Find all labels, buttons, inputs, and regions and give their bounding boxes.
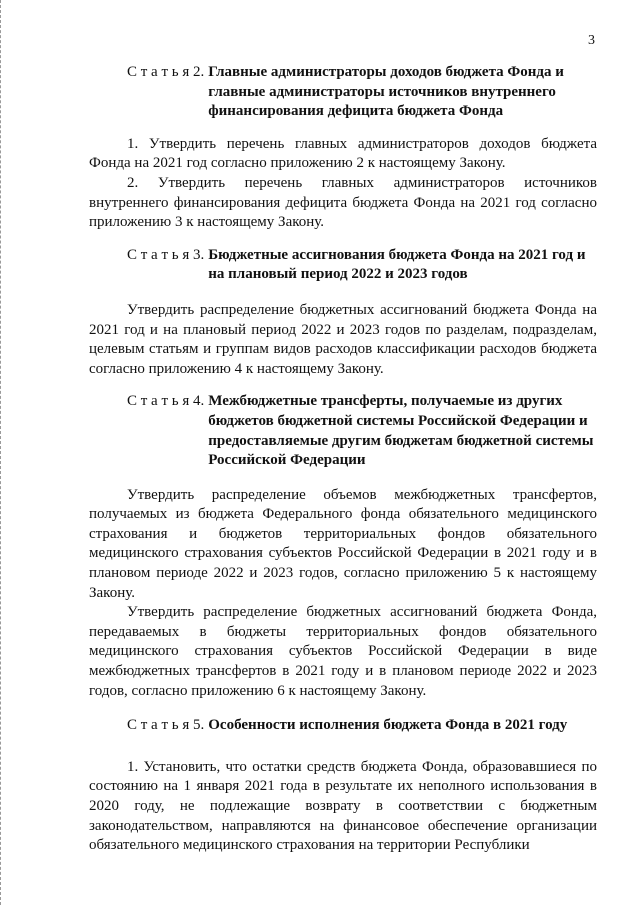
- article-2: [89, 63, 597, 233]
- paragraph: Утвердить распределение бюджетных ассигнований бюджета Фонда на 2021 год и на плановый период 2022 и 2023 годов по разделам, подразделам, целевым статьям и группам видов расходов классификации расходов бюджета согласно приложению 4 к настоящему Закону.: [89, 301, 597, 377]
- article-3: [89, 246, 597, 380]
- article-label: С т а т ь я 4.: [127, 393, 205, 410]
- article-title: Межбюджетные трансферты, получаемые из других бюджетов бюджетной системы Российской Федерации и предоставляемые другим бюджетам бюджетной системы Российской Федерации: [208, 393, 594, 469]
- paragraph: 1. Утвердить перечень главных администраторов доходов бюджета Фонда на 2021 год согласно приложению 2 к настоящему Закону.: [89, 135, 597, 172]
- article-label: С т а т ь я 3.: [127, 246, 205, 263]
- article-title: Особенности исполнения бюджета Фонда в 2021 году: [208, 717, 568, 734]
- article-title: Главные администраторы доходов бюджета Фонда и главные администраторы источников внутреннего финансирования дефицита бюджета Фонда: [208, 64, 564, 120]
- article-heading: [89, 716, 597, 736]
- article-heading: [89, 246, 597, 285]
- paragraph: Утвердить распределение объемов межбюджетных трансфертов, получаемых из бюджета Федерального фонда обязательного медицинского страхования и бюджетов территориальных фондов обязательного медицинского страхования субъектов Российской Федерации в 2021 году и в плановом периоде 2022 и 2023 годов, согласно приложению 5 к настоящему Закону.: [89, 486, 597, 601]
- article-heading: [89, 63, 597, 122]
- document-body: [89, 63, 597, 856]
- article-label: С т а т ь я 2.: [127, 64, 205, 80]
- paragraph: 1. Установить, что остатки средств бюджета Фонда, образовавшиеся по состоянию на 1 января 2021 года в результате их неполного использования в 2020 году, не подлежащие возврату в соответствии с бюджетным законодательством, направляются на финансовое обеспечение организации обязательного медицинского страхования на территории Республики: [89, 758, 597, 854]
- article-heading: [89, 392, 597, 470]
- page-left-edge: [0, 0, 3, 905]
- article-title: Бюджетные ассигнования бюджета Фонда на 2021 год и на плановый период 2022 и 2023 годов: [208, 246, 586, 283]
- article-4: [89, 392, 597, 701]
- article-5: [89, 716, 597, 856]
- paragraph: 2. Утвердить перечень главных администраторов источников внутреннего финансирования дефицита бюджета Фонда на 2021 год согласно приложению 3 к настоящему Закону.: [89, 174, 597, 231]
- page-number: 3: [588, 33, 595, 48]
- article-label: С т а т ь я 5.: [127, 717, 205, 734]
- paragraph: Утвердить распределение бюджетных ассигнований бюджета Фонда, передаваемых в бюджеты территориальных фондов обязательного медицинского страхования субъектов Российской Федерации в виде межбюджетных трансфертов в 2021 году и в плановом периоде 2022 и 2023 годов, согласно приложению 6 к настоящему Закону.: [89, 604, 597, 699]
